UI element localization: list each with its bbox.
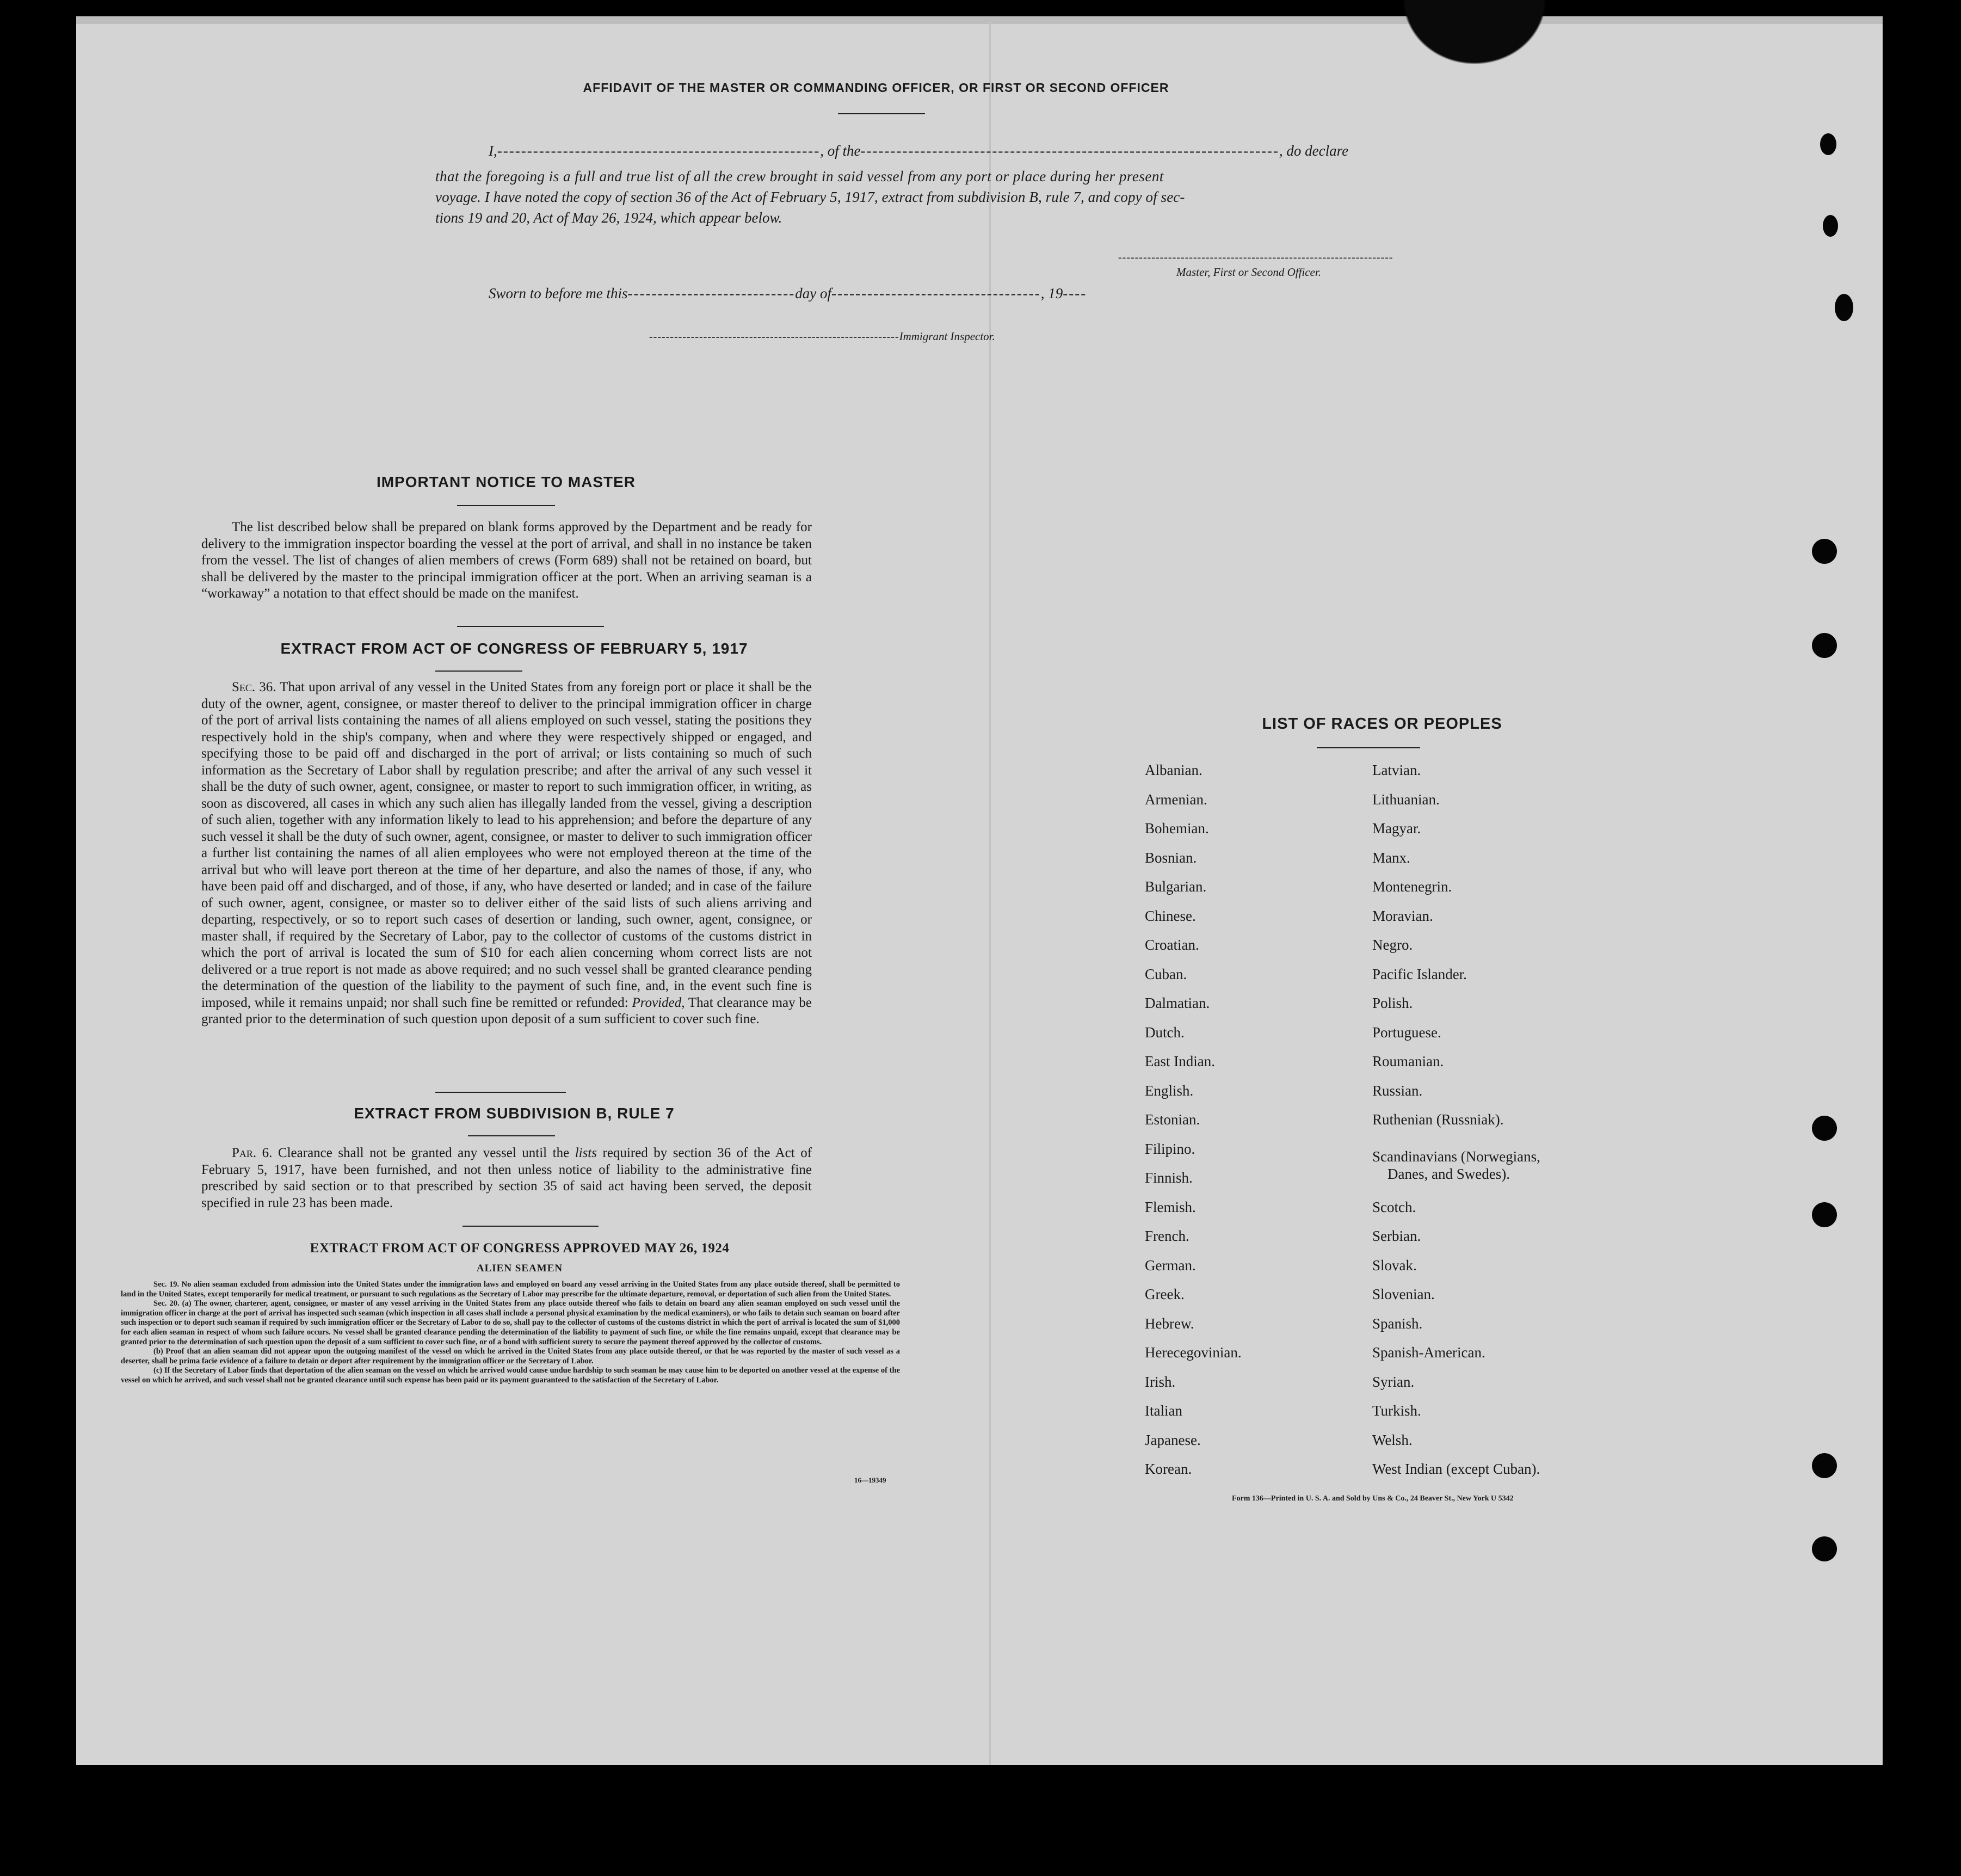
rule-7-body [201,1145,812,1211]
notice-title-rule [457,505,555,506]
race-item: Croatian. [1145,937,1199,953]
extract-1917-end-rule [435,1092,566,1093]
rule-7-text-a: Clearance shall not be granted any vessel until the [278,1146,570,1160]
sworn-year-blank: ---- [1063,285,1087,302]
section-20a-text: Sec. 20. (a) The owner, charterer, agent, consignee, or master of any vessel arriving in the United States from any place outside thereof who fails to detain on board any alien seaman employed on such vessel until the immigration officer in charge at the port of arrival has inspected such seaman (which inspection in all cases shall include a personal physical examination by the medical examiners), or who fails to detain such seaman on board after such inspection or to deport such seaman if required by such immigration officer or the Secretary of Labor to do so, shall pay to the collector of customs of the customs district in which the port of arrival is located the sum of $1,000 for each alien seaman in respect of whom such failure occurs. No vessel shall be granted clearance pending the determination of the liability to payment of such fine, or while the fine remains unpaid, except that clearance may be granted prior to the determination of such question upon the deposit of a sum sufficient to cover such fine, or of a bond with sufficient surety to secure the payment thereof approved by the collector of customs. [121,1299,900,1346]
notice-end-rule [457,626,604,627]
race-item: Albanian. [1145,762,1202,778]
punch-hole [1812,1453,1837,1478]
race-item: Greek. [1145,1286,1185,1302]
race-item: Irish. [1145,1373,1176,1390]
race-item: Hebrew. [1145,1315,1194,1332]
notary-seal [1393,0,1556,73]
punch-hole [1835,294,1853,321]
sworn-line [489,285,1087,302]
race-item: Montenegrin. [1372,878,1452,895]
section-36-label: Sec. 36. [232,680,276,694]
rule-7-text-b: required by section 36 of the Act of February 5, 1917, have been furnished, and not then unless notice of liability to the administrative fine prescribed by said section or to that prescribed by section 35 of said act having been served, the deposit specified in rule 23 has been made. [201,1146,812,1210]
rule-7-end-rule [462,1226,599,1227]
race-item: Spanish-American. [1372,1344,1485,1361]
race-item: Dalmatian. [1145,995,1210,1011]
day-of-text: day of [795,285,832,302]
race-item: Danes, and Swedes). [1387,1166,1510,1182]
race-item: Flemish. [1145,1198,1196,1215]
punch-hole [1812,539,1837,564]
affidavit-title-rule [838,113,925,114]
lists-word: lists [575,1146,597,1160]
master-signature-blank: ------------------------------------------------------------------ [1118,251,1393,263]
sworn-day-blank: ---------------------------- [627,285,795,302]
sheet-top-edge [76,16,1883,24]
affidavit-title: AFFIDAVIT OF THE MASTER OR COMMANDING OFFICER, OR FIRST OR SECOND OFFICER [583,81,1169,95]
race-item: Scotch. [1372,1198,1416,1215]
inspector-line [649,330,995,343]
declaration-line-3: voyage. I have noted the copy of section 36 of the Act of February 5, 1917, extract from subdivision B, rule 7, and copy of sec- [435,189,1185,205]
race-item: Slovak. [1372,1257,1417,1274]
punch-hole [1823,215,1838,237]
punch-hole [1812,1202,1837,1227]
punch-hole [1812,1116,1837,1141]
race-item: Bohemian. [1145,820,1209,836]
race-item: Turkish. [1372,1403,1421,1419]
notice-body [201,519,812,602]
race-item: Spanish. [1372,1315,1423,1332]
rule-7-title-rule [468,1135,555,1136]
race-item: Serbian. [1372,1228,1421,1244]
race-item: Pacific Islander. [1372,965,1467,982]
extract-1917-title-rule [435,671,522,672]
race-item: Lithuanian. [1372,791,1440,808]
race-item: Manx. [1372,849,1410,866]
race-item: Finnish. [1145,1170,1193,1186]
race-item: Latvian. [1372,762,1421,778]
extract-1924-body [121,1280,900,1386]
declarant-prefix: I, [489,143,497,159]
section-36-text: That upon arrival of any vessel in the United States from any foreign port or place it shall be the duty of the owner, agent, consignee, or master thereof to deliver to the principal immigration officer in charge of the port of arrival lists containing the names of all aliens employed on such vessel, stating the positions they respectively hold in the ship's company, when and where they were respectively shipped or engaged, and specifying those to be paid off and discharged in the port of arrival; or lists containing so much of such information as the Secretary of Labor shall by regulation prescribe; and after the arrival of any such vessel it shall be the duty of such owner, agent, consignee, or master to report to such immigration officer, in writing, as soon as discovered, all cases in which any such alien has illegally landed from the vessel, giving a description of such alien, together with any information likely to lead to his apprehension; and before the departure of any such vessel it shall be the duty of such owner, agent, consignee, or master to deliver to such immigration officer a further list containing the names of all alien employees who were not employed thereon at the time of the arrival but who will leave port thereon at the time of her departure, and also the names of those, if any, who have been paid off and discharged, and of those, if any, who have deserted or landed; and in case of the failure of such owner, agent, consignee, or master so to deliver either of the said lists of such aliens arriving and departing, respectively, or so to report such cases of desertion or landing, such owner, agent, consignee, or master shall, if required by the Secretary of Labor, pay to the collector of customs of the customs district in which the port of arrival is located the sum of $10 for each alien concerning whom correct lists are not delivered or a true report is not made as above required; and no such vessel shall be granted clearance pending the determination of the question of the liability to the payment of such fine, and, in the event such fine is imposed, while it remains unpaid; nor shall such fine be remitted or refunded: [201,680,812,1010]
races-title-rule [1317,747,1420,748]
inspector-label: Immigrant Inspector. [899,330,995,343]
race-item: Ruthenian (Russniak). [1372,1111,1504,1128]
race-item: Herecegovinian. [1145,1344,1242,1361]
race-item: French. [1145,1228,1189,1244]
notice-text: The list described below shall be prepared on blank forms approved by the Department and be ready for delivery to the immigration inspector boarding the vessel at the port of arrival, and shall in no instance be taken from the vessel. The list of changes of alien members of crews (Form 689) shall not be retained on board, but shall be delivered by the master to the principal immigration officer at the port. When an arriving seaman is a “workaway” a notation to that effect should be made on the manifest. [201,520,812,601]
race-item: Syrian. [1372,1373,1415,1390]
sworn-month-blank: ----------------------------------- [831,285,1041,302]
race-item: Filipino. [1145,1140,1195,1157]
race-item: East Indian. [1145,1053,1215,1069]
race-item: Cuban. [1145,965,1187,982]
provided-word: Provided, [632,995,685,1010]
extract-1917-title: EXTRACT FROM ACT OF CONGRESS OF FEBRUARY 5, 1917 [280,640,748,657]
race-item: Chinese. [1145,907,1196,924]
race-item: Russian. [1372,1082,1423,1099]
page-fold [989,21,991,1765]
punch-hole [1812,1536,1837,1561]
section-20c-text: (c) If the Secretary of Labor finds that deportation of the alien seaman on the vessel on which he arrived would cause undue hardship to such seaman he may cause him to be deported on another vessel at the expense of the vessel on which he arrived, and such vessel shall not be granted clearance until such expense has been paid or its payment guaranteed to the satisfaction of the Secretary of Labor. [121,1366,900,1385]
race-item: English. [1145,1082,1194,1099]
race-item: Negro. [1372,937,1413,953]
race-item: Polish. [1372,995,1413,1011]
declaration-line-2: that the foregoing is a full and true list of all the crew brought in said vessel from any port or place during her present [435,168,1164,184]
race-item: German. [1145,1257,1196,1274]
year-prefix: , 19 [1040,285,1063,302]
race-item: Bulgarian. [1145,878,1207,895]
punch-hole [1820,133,1836,155]
races-title: LIST OF RACES OR PEOPLES [1262,715,1502,733]
race-item: Slovenian. [1372,1286,1435,1302]
race-item: Welsh. [1372,1431,1413,1448]
extract-1917-body [201,679,812,1028]
extract-1924-title: EXTRACT FROM ACT OF CONGRESS APPROVED MAY 26, 1924 [310,1241,730,1256]
race-item: Italian [1145,1403,1182,1419]
race-item: Bosnian. [1145,849,1197,866]
race-item: Japanese. [1145,1431,1201,1448]
alien-seamen-subtitle: ALIEN SEAMEN [476,1263,563,1274]
vessel-name-blank: ---------------------------------------------------------------------- [860,143,1279,159]
paragraph-6-label: Par. 6. [232,1146,273,1160]
race-item: Dutch. [1145,1024,1185,1041]
notice-title: IMPORTANT NOTICE TO MASTER [376,473,636,490]
race-item: Estonian. [1145,1111,1200,1128]
section-20b-text: (b) Proof that an alien seaman did not appear upon the outgoing manifest of the vessel on which he arrived in the United States from any place outside thereof, or that he was reported by the master of such vessel as a deserter, shall be prima facie evidence of a failure to detain or deport after requirement by the immigration officer or the Secretary of Labor. [121,1347,900,1366]
declaration-line-1 [489,143,1348,159]
race-item: Moravian. [1372,907,1433,924]
inspector-signature-blank: ------------------------------------------------------------ [649,331,899,343]
race-item: Armenian. [1145,791,1207,808]
race-item: Scandinavians (Norwegians, [1372,1148,1540,1165]
declarant-name-blank: ------------------------------------------------------ [497,143,821,159]
rule-7-title: EXTRACT FROM SUBDIVISION B, RULE 7 [354,1105,675,1122]
section-36-tail: That clearance may be granted prior to the determination of such question upon deposit of a sum sufficient to cover such fine. [201,995,812,1026]
race-item: Roumanian. [1372,1053,1444,1069]
print-code: 16—19349 [854,1476,886,1484]
section-19-text: Sec. 19. No alien seaman excluded from admission into the United States under the immigration laws and employed on board any vessel arriving in the United States from any place outside thereof, shall be permitted to land in the United States, except temporarily for medical treatment, or pursuant to such regulations as the Secretary of Labor may prescribe for the ultimate departure, removal, or deportation of such alien from the United States. [121,1280,900,1299]
master-signature-label: Master, First or Second Officer. [1176,266,1321,279]
race-item: Korean. [1145,1461,1192,1477]
form-footer: Form 136—Printed in U. S. A. and Sold by Uns & Co., 24 Beaver St., New York U 5342 [1232,1494,1514,1503]
vessel-prefix: , of the [820,143,861,159]
race-item: Portuguese. [1372,1024,1441,1041]
sworn-text: Sworn to before me this [489,285,628,302]
declaration-line-4: tions 19 and 20, Act of May 26, 1924, which appear below. [435,210,782,226]
declare-text: , do declare [1279,143,1349,159]
punch-hole [1812,633,1837,658]
race-item: West Indian (except Cuban). [1372,1461,1540,1477]
race-item: Magyar. [1372,820,1421,836]
